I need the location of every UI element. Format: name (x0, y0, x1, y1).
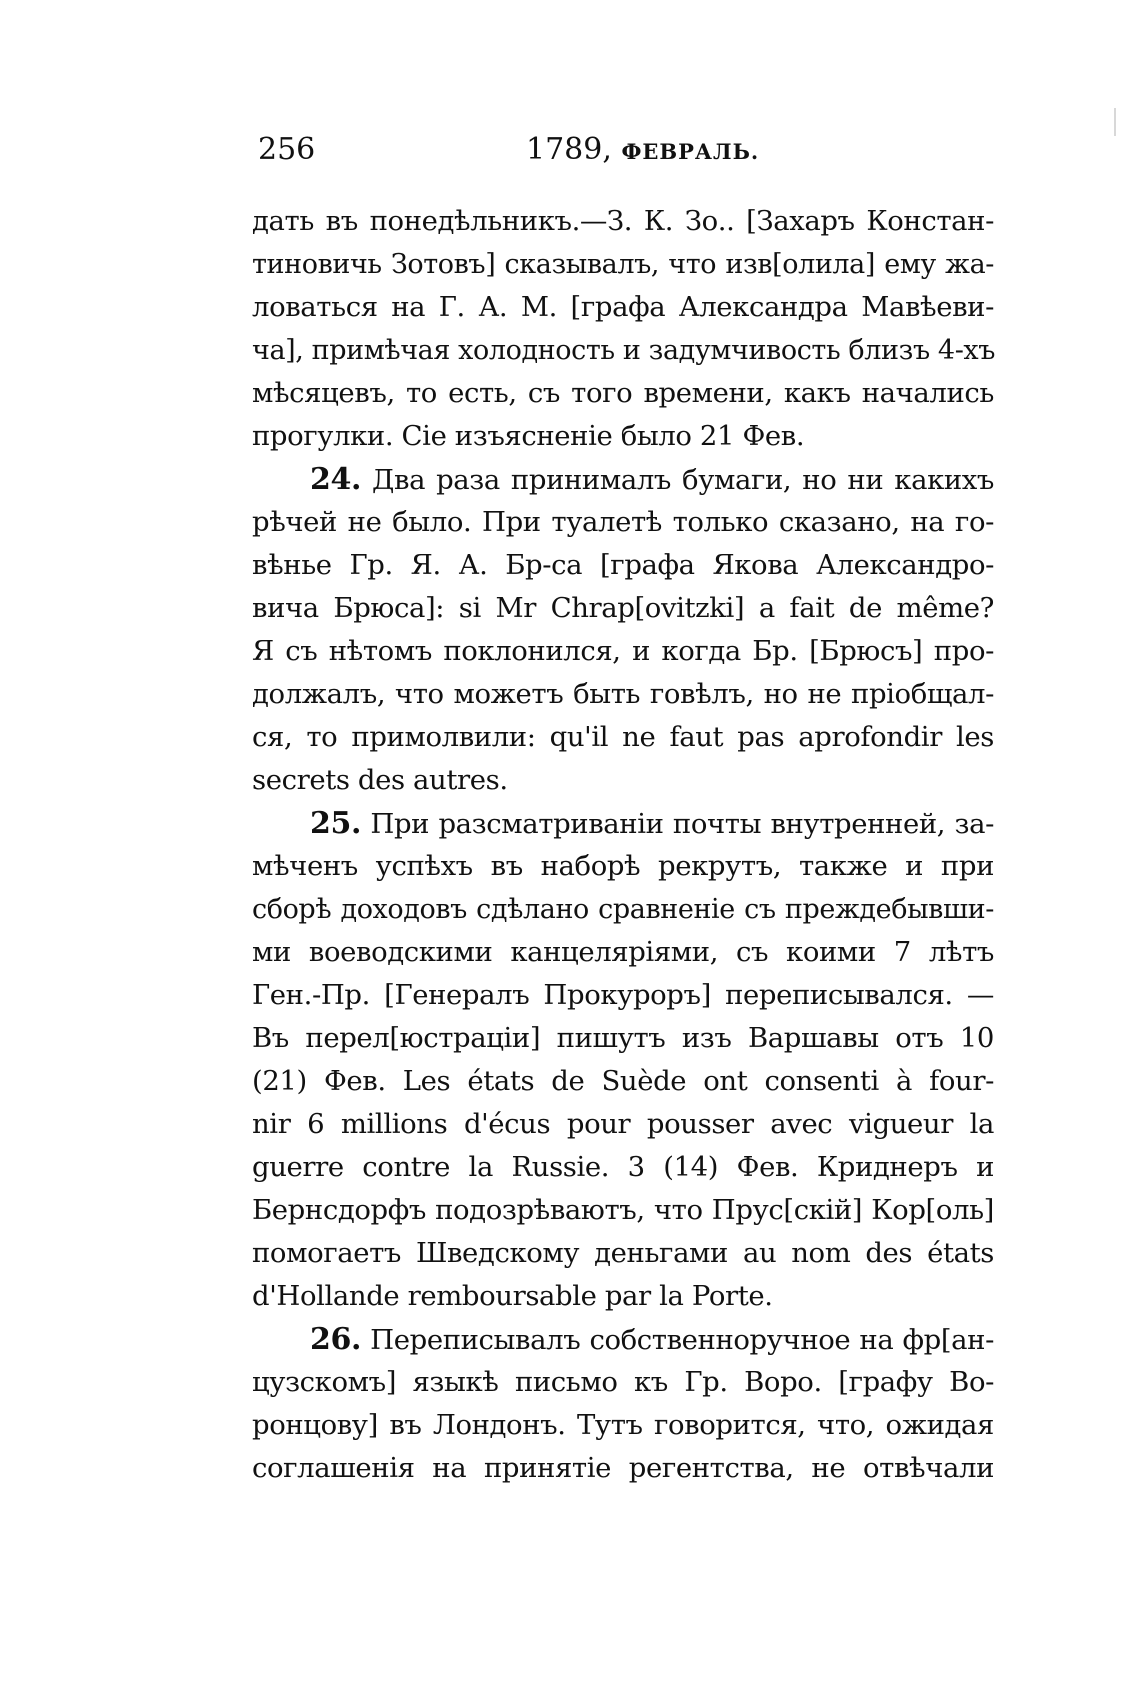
body-text (252, 200, 994, 1490)
text-line: цузскомъ] языкѣ письмо къ Гр. Воро. [графу Во- (252, 1366, 994, 1398)
entry-number: 24. (310, 462, 361, 497)
text-line: nir 6 millions d'écus pour pousser avec vigueur la (252, 1108, 994, 1140)
page-header (258, 128, 998, 172)
text-line: secrets des autres. (252, 764, 508, 796)
text-line: дать въ понедѣльникъ.—З. К. Зо.. [Захаръ Констан- (252, 205, 994, 237)
text-line: Въ перел[юстраціи] пишутъ изъ Варшавы отъ 10 (252, 1022, 994, 1054)
entry-first-line (252, 458, 994, 501)
page-edge-mark (1114, 108, 1116, 136)
text-line: прогулки. Сіе изъясненіе было 21 Фев. (252, 420, 805, 452)
entry-first-line (252, 802, 994, 845)
text-line: помогаетъ Шведскому деньгами au nom des états (252, 1237, 994, 1269)
text-line: ся, то примолвили: qu'il ne faut pas aprofondir les (252, 721, 994, 753)
text-line: ча], примѣчая холодность и задумчивость близъ 4-хъ (252, 335, 996, 366)
text-fragment: Переписывалъ собственноручное на фр[ан- (361, 1324, 994, 1356)
text-line: ронцову] въ Лондонъ. Тутъ говорится, что, ожидая (252, 1409, 994, 1441)
entry-number: 25. (310, 806, 361, 841)
entry-number: 26. (310, 1322, 361, 1357)
text-line: соглашенія на принятіе регентства, не отвѣчали (252, 1452, 994, 1484)
text-fragment: Два раза принималъ бумаги, но ни какихъ (361, 464, 994, 496)
text-line: сборѣ доходовъ сдѣлано сравненіе съ преждебывши- (252, 894, 994, 925)
text-line: guerre contre la Russie. 3 (14) Фев. Криднеръ и (252, 1151, 994, 1183)
page-number: 256 (258, 132, 316, 167)
text-line: тиновичь Зотовъ] сказывалъ, что изв[олила] ему жа- (252, 249, 994, 280)
text-line: Бернсдорфъ подозрѣваютъ, что Прус[скій] Кор[оль] (252, 1194, 994, 1226)
text-fragment: При разсматриваніи почты внутренней, за- (361, 808, 994, 840)
text-line: d'Hollande remboursable par la Porte. (252, 1280, 773, 1312)
text-line: Ген.-Пр. [Генералъ Прокуроръ] переписывался. — (252, 979, 994, 1011)
text-line: мѣсяцевъ, то есть, съ того времени, какъ начались (252, 377, 994, 409)
header-month: ФЕВРАЛЬ. (621, 139, 760, 164)
text-line: должалъ, что можетъ быть говѣлъ, но не пріобщал- (252, 678, 994, 710)
text-line: вѣнье Гр. Я. А. Бр-са [графа Якова Александро- (252, 549, 994, 581)
text-line: ми воеводскими канцеляріями, съ коими 7 лѣтъ (252, 936, 994, 968)
text-line: рѣчей не было. При туалетѣ только сказано, на го- (252, 506, 994, 538)
header-year: 1789, (526, 132, 612, 167)
text-line: (21) Фев. Les états de Suède ont consenti à four- (252, 1065, 994, 1097)
text-line: вича Брюса]: si Mr Chrap[ovitzki] a fait de même? (252, 592, 994, 624)
text-line: Я съ нѣтомъ поклонился, и когда Бр. [Брюсъ] про- (252, 635, 994, 667)
running-head (526, 128, 759, 174)
entry-first-line (252, 1318, 994, 1361)
text-line: ловаться на Г. А. М. [графа Александра Мавѣеви- (252, 291, 994, 323)
text-line: мѣченъ успѣхъ въ наборѣ рекрутъ, также и при (252, 850, 994, 882)
